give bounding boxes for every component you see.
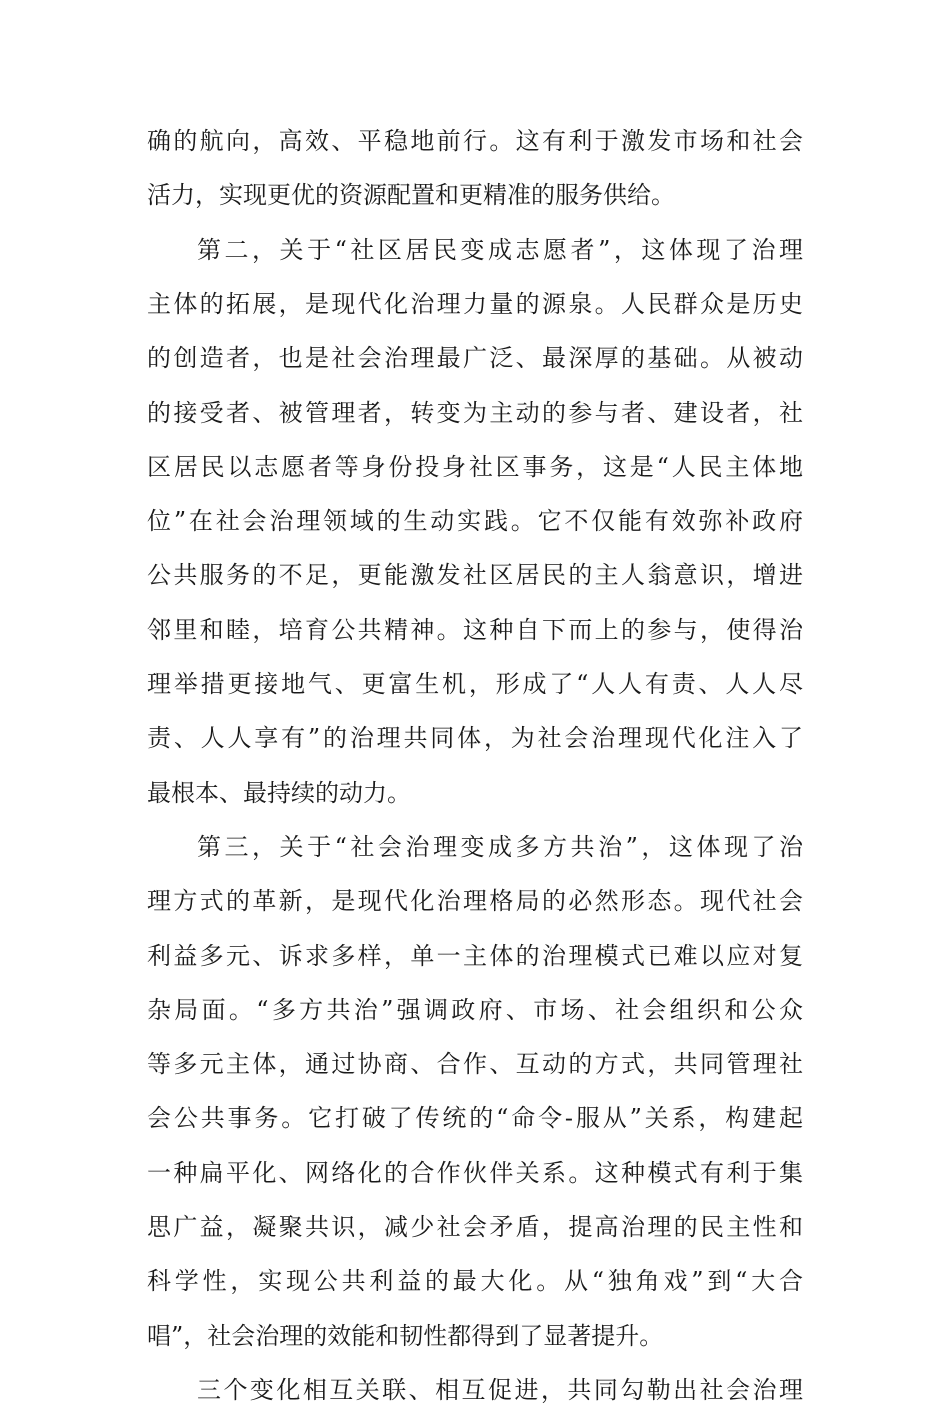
text-line: 科学性，实现公共利益的最大化。从“独角戏”到“大合 [147, 1267, 803, 1296]
text-line: 杂局面。“多方共治”强调政府、市场、社会组织和公众 [147, 995, 803, 1024]
text-line: 主体的拓展，是现代化治理力量的源泉。人民群众是历史 [147, 289, 803, 318]
text-line: 邻里和睦，培育公共精神。这种自下而上的参与，使得治 [147, 615, 803, 644]
text-line: 第二，关于“社区居民变成志愿者”，这体现了治理 [197, 235, 803, 264]
text-line: 位”在社会治理领域的生动实践。它不仅能有效弥补政府 [147, 507, 803, 536]
text-line: 确的航向，高效、平稳地前行。这有利于激发市场和社会 [147, 127, 803, 155]
text-line: 三个变化相互关联、相互促进，共同勾勒出社会治理 [197, 1375, 803, 1404]
text-line: 公共服务的不足，更能激发社区居民的主人翁意识，增进 [147, 561, 803, 590]
text-line: 唱”，社会治理的效能和韧性都得到了显著提升。 [147, 1321, 664, 1350]
text-line: 等多元主体，通过协商、合作、互动的方式，共同管理社 [147, 1050, 803, 1079]
text-line: 的接受者、被管理者，转变为主动的参与者、建设者，社 [147, 398, 803, 427]
text-line: 理举措更接地气、更富生机，形成了“人人有责、人人尽 [147, 670, 803, 698]
text-line: 理方式的革新，是现代化治理格局的必然形态。现代社会 [147, 887, 803, 916]
text-line: 活力，实现更优的资源配置和更精准的服务供给。 [147, 181, 675, 210]
text-line: 利益多元、诉求多样，单一主体的治理模式已难以应对复 [147, 941, 803, 970]
text-line: 会公共事务。它打破了传统的“命令-服从”关系，构建起 [147, 1104, 803, 1133]
text-line: 区居民以志愿者等身份投身社区事务，这是“人民主体地 [147, 452, 803, 481]
text-line: 最根本、最持续的动力。 [147, 778, 411, 807]
text-line: 第三，关于“社会治理变成多方共治”，这体现了治 [197, 832, 803, 861]
text-line: 思广益，凝聚共识，减少社会矛盾，提高治理的民主性和 [147, 1213, 803, 1241]
text-line: 一种扁平化、网络化的合作伙伴关系。这种模式有利于集 [147, 1158, 803, 1187]
text-line: 的创造者，也是社会治理最广泛、最深厚的基础。从被动 [147, 344, 803, 373]
text-line: 责、人人享有”的治理共同体，为社会治理现代化注入了 [147, 724, 803, 753]
